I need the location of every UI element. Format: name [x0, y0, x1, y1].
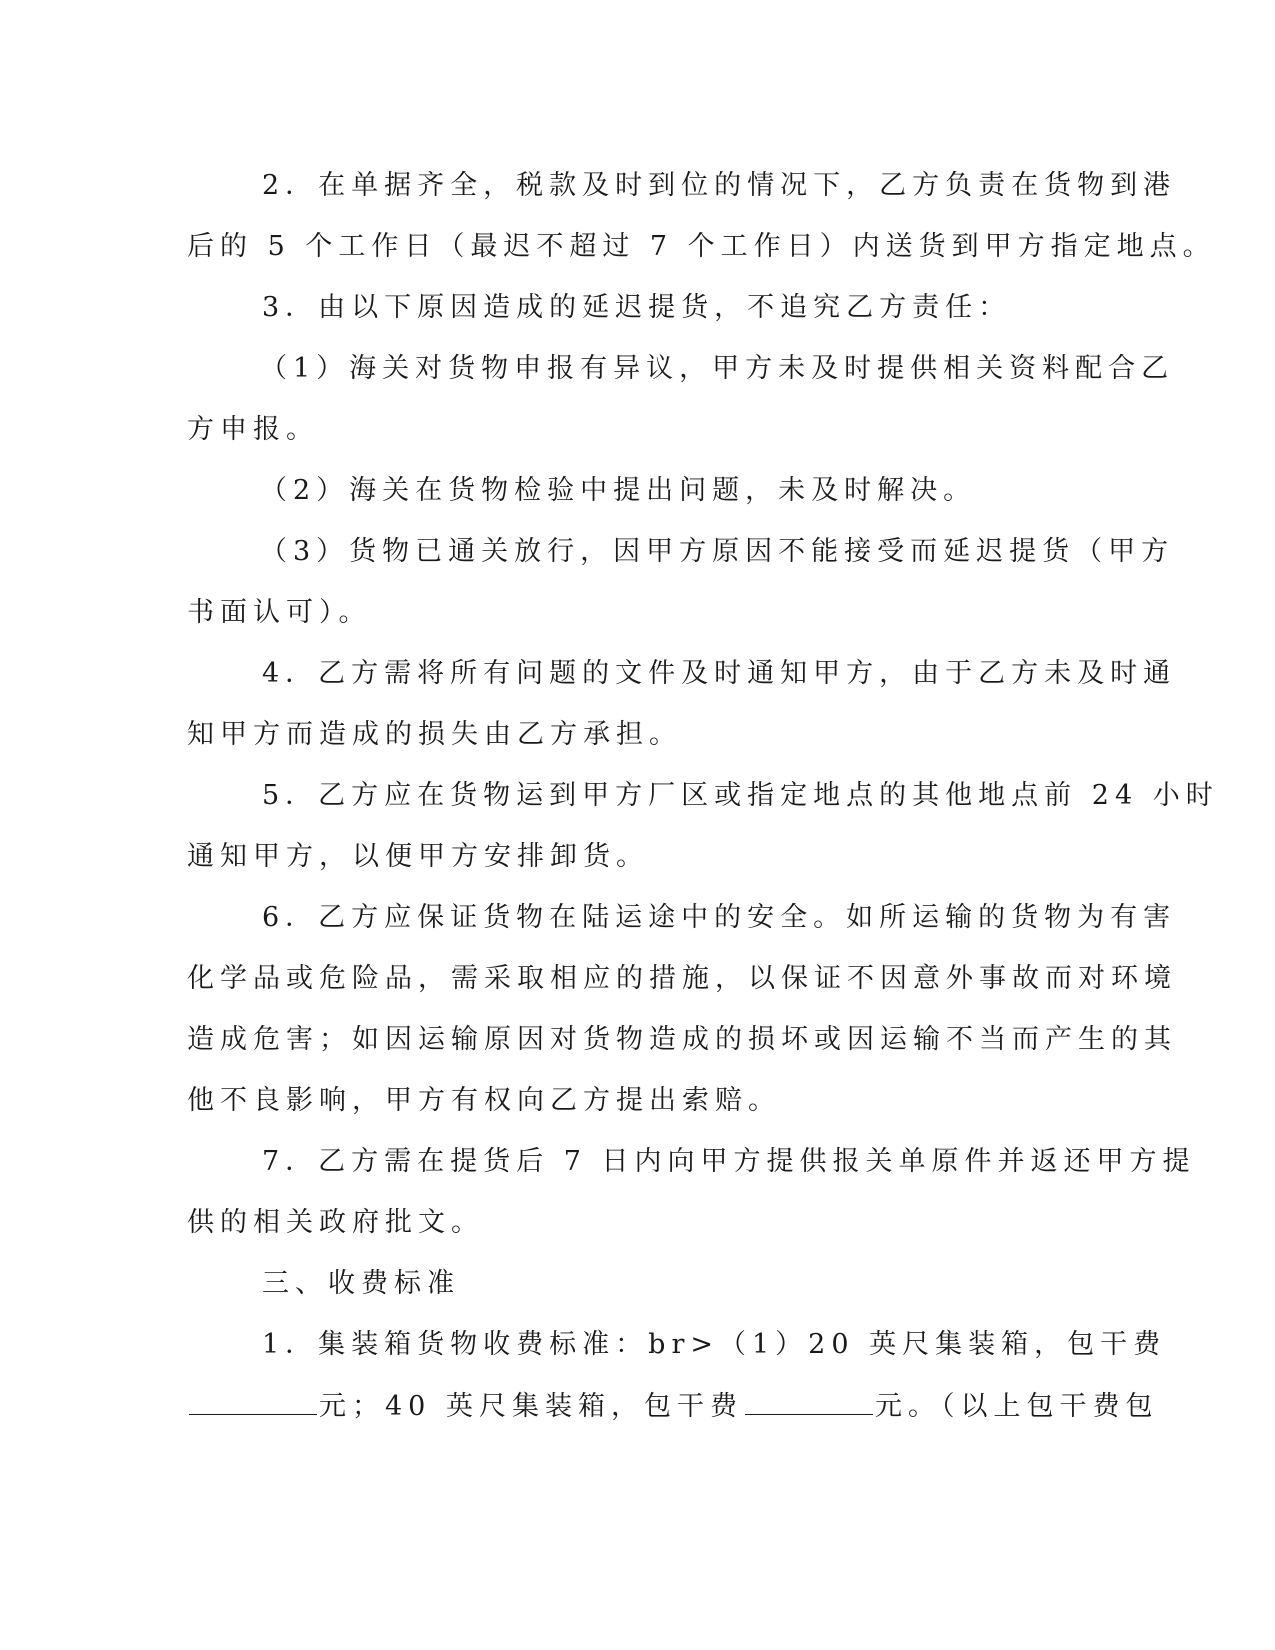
paragraph-line: 后的 5 个工作日（最迟不超过 7 个工作日）内送货到甲方指定地点。	[187, 231, 1216, 262]
paragraph-line: 6．乙方应保证货物在陆运途中的安全。如所运输的货物为有害	[262, 902, 1177, 933]
paragraph-line: 方申报。	[187, 414, 319, 445]
paragraph-line-with-blanks	[187, 1388, 1158, 1425]
text-fragment: 元；40 英尺集装箱，包干费	[319, 1391, 743, 1422]
paragraph-line: 5．乙方应在货物运到甲方厂区或指定地点的其他地点前 24 小时	[262, 780, 1219, 811]
paragraph-line: 通知甲方，以便甲方安排卸货。	[187, 841, 649, 872]
paragraph-line: 知甲方而造成的损失由乙方承担。	[187, 719, 682, 750]
paragraph-line: 他不良影响，甲方有权向乙方提出索赔。	[187, 1085, 781, 1116]
paragraph-line: 1．集装箱货物收费标准：br>（1）20 英尺集装箱，包干费	[262, 1329, 1167, 1360]
paragraph-line: 供的相关政府批文。	[187, 1207, 484, 1238]
text-fragment: 元。（以上包干费包	[874, 1391, 1159, 1422]
paragraph-line: （3）货物已通关放行，因甲方原因不能接受而延迟提货（甲方	[260, 536, 1175, 567]
paragraph-line: 化学品或危险品，需采取相应的措施，以保证不因意外事故而对环境	[187, 963, 1177, 994]
paragraph-line: 书面认可）。	[187, 597, 372, 628]
paragraph-line: 4．乙方需将所有问题的文件及时通知甲方，由于乙方未及时通	[262, 658, 1177, 689]
paragraph-line: 7．乙方需在提货后 7 日内向甲方提供报关单原件并返还甲方提	[262, 1146, 1196, 1177]
paragraph-line: （2）海关在货物检验中提出问题，未及时解决。	[260, 475, 977, 506]
paragraph-line: 2．在单据齐全，税款及时到位的情况下，乙方负责在货物到港	[262, 170, 1177, 201]
paragraph-line: 3．由以下原因造成的延迟提货，不追究乙方责任：	[262, 292, 1012, 323]
paragraph-line: 造成危害；如因运输原因对货物造成的损坏或因运输不当而产生的其	[187, 1024, 1177, 1055]
fill-in-blank[interactable]	[745, 1388, 873, 1415]
paragraph-line: （1）海关对货物申报有异议，甲方未及时提供相关资料配合乙	[260, 353, 1175, 384]
fill-in-blank[interactable]	[189, 1388, 317, 1415]
section-heading: 三、收费标准	[262, 1268, 460, 1299]
